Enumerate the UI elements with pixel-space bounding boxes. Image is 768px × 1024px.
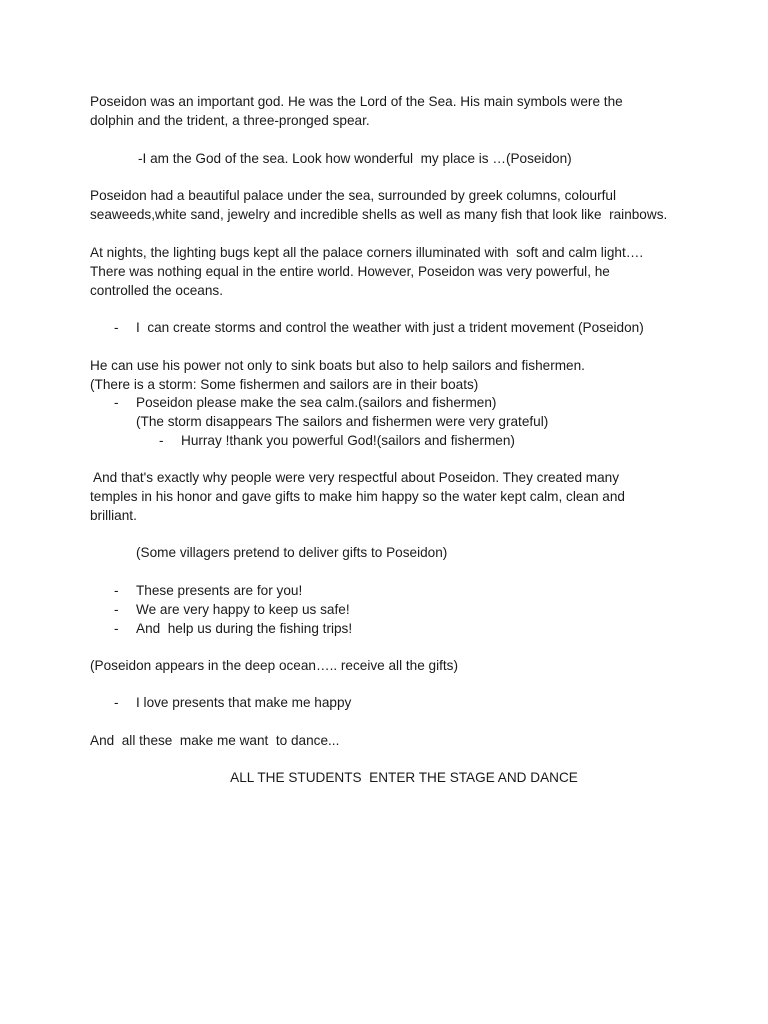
sailors-quote-hurray: Hurray !thank you powerful God!(sailors and fishermen) (181, 433, 515, 448)
list-dash: - (114, 621, 119, 636)
villager-quote-fishing: And help us during the fishing trips! (136, 621, 353, 636)
list-dash: - (114, 583, 119, 598)
stage-note-villagers: (Some villagers pretend to deliver gifts to Poseidon) (136, 545, 448, 560)
list-dash: - (159, 433, 164, 448)
poseidon-quote-storms: I can create storms and control the weather with just a trident movement (Poseidon) (136, 320, 644, 335)
poseidon-quote-presents: I love presents that make me happy (136, 695, 352, 710)
paragraph-temples-line-3: brilliant. (90, 508, 137, 523)
list-dash: - (114, 320, 119, 335)
paragraph-nights-line-1: At nights, the lighting bugs kept all the palace corners illuminated with soft and calm light…. (90, 245, 644, 260)
paragraph-temples-line-1: And that's exactly why people were very respectful about Poseidon. They created many (90, 470, 620, 485)
paragraph-power-line-1: He can use his power not only to sink boats but also to help sailors and fishermen. (90, 358, 585, 373)
list-dash: - (114, 602, 119, 617)
stage-note-storm-disappears: (The storm disappears The sailors and fishermen were very grateful) (136, 414, 549, 429)
list-dash: - (114, 395, 119, 410)
finale-heading: ALL THE STUDENTS ENTER THE STAGE AND DANCE (230, 770, 578, 785)
paragraph-nights-line-3: controlled the oceans. (90, 283, 224, 298)
paragraph-temples-line-2: temples in his honor and gave gifts to make him happy so the water kept calm, clean and (90, 489, 625, 504)
poseidon-quote-god-of-sea: -I am the God of the sea. Look how wonderful my place is …(Poseidon) (138, 151, 572, 166)
paragraph-nights-line-2: There was nothing equal in the entire world. However, Poseidon was very powerful, he (90, 264, 610, 279)
paragraph-dance: And all these make me want to dance... (90, 733, 340, 748)
paragraph-power-line-2: (There is a storm: Some fishermen and sailors are in their boats) (90, 377, 479, 392)
villager-quote-safe: We are very happy to keep us safe! (136, 602, 350, 617)
list-dash: - (114, 695, 119, 710)
villager-quote-presents: These presents are for you! (136, 583, 303, 598)
paragraph-palace-line-2: seaweeds,white sand, jewelry and incredible shells as well as many fish that look like rainbows. (90, 207, 668, 222)
sailors-quote-calm: Poseidon please make the sea calm.(sailors and fishermen) (136, 395, 497, 410)
stage-note-poseidon-appears: (Poseidon appears in the deep ocean….. receive all the gifts) (90, 658, 459, 673)
paragraph-palace-line-1: Poseidon had a beautiful palace under the sea, surrounded by greek columns, colourful (90, 188, 616, 203)
paragraph-intro-line-1: Poseidon was an important god. He was the Lord of the Sea. His main symbols were the (90, 94, 623, 109)
paragraph-intro-line-2: dolphin and the trident, a three-pronged spear. (90, 113, 370, 128)
